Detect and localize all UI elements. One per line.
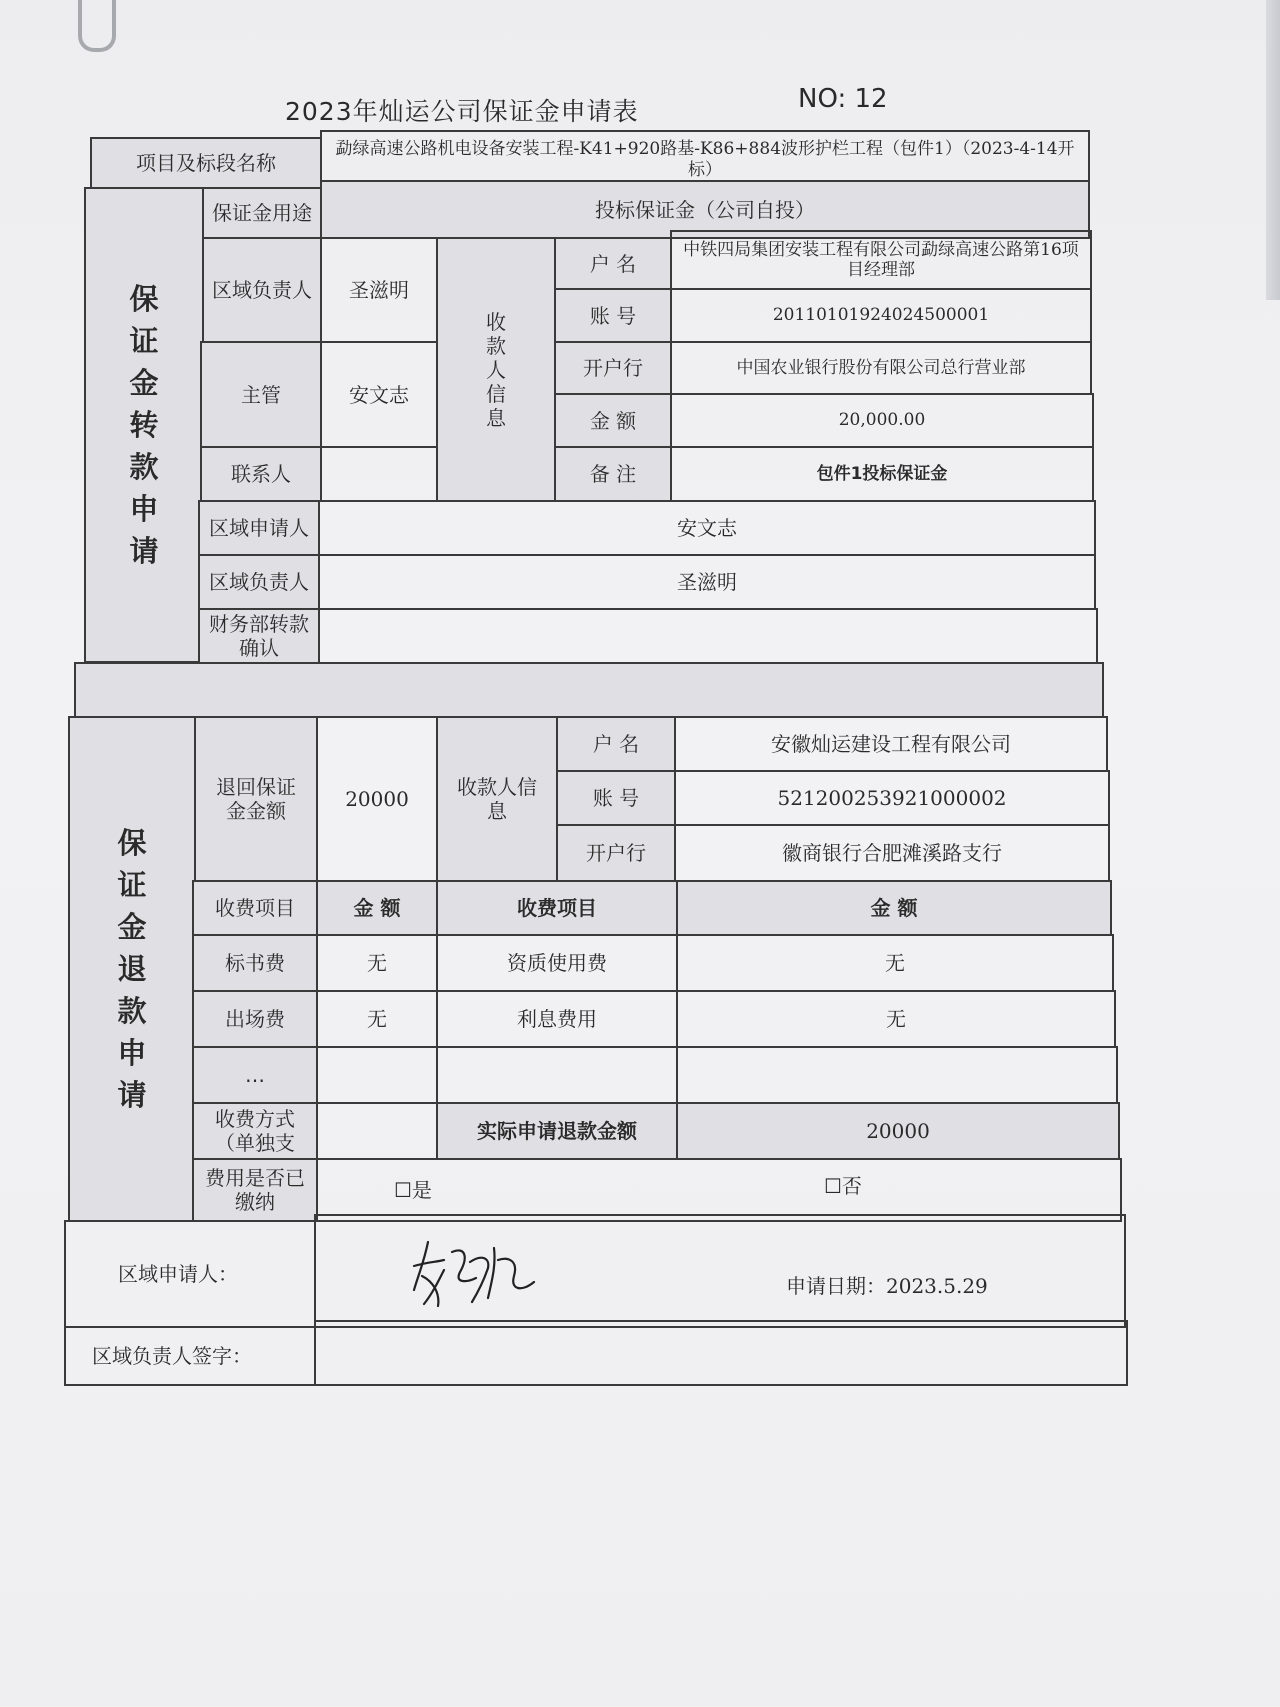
handwritten-signature	[410, 1232, 550, 1312]
transfer-account-no-label: 账 号	[554, 288, 672, 343]
apply-date: 申请日期：2023.5.29	[786, 1274, 988, 1298]
head-sign-area	[314, 1320, 1128, 1386]
fee-row-item2	[436, 1046, 678, 1104]
form-title: 2023年灿运公司保证金申请表	[285, 97, 639, 126]
region-applicant-label: 区域申请人	[198, 500, 320, 556]
fee-row-amount2: 无	[676, 934, 1114, 992]
section-divider	[74, 662, 1104, 718]
region-head2-label: 区域负责人	[198, 554, 320, 610]
transfer-amount-label: 金 额	[554, 393, 672, 448]
finance-confirm-value	[318, 608, 1098, 664]
refund-account-no-label: 账 号	[556, 770, 676, 826]
refund-payee-label: 收款人信息	[436, 716, 558, 882]
transfer-payee-label: 收款人信息	[436, 237, 556, 502]
return-amount-label: 退回保证金金额	[194, 716, 318, 882]
contact-label: 联系人	[200, 446, 322, 502]
refund-bank-label: 开户行	[556, 824, 676, 882]
transfer-account-name-label: 户 名	[554, 237, 672, 290]
purpose-value: 投标保证金（公司自投）	[320, 180, 1090, 239]
fee-row-amount: 无	[316, 990, 438, 1048]
fee-row-item: 出场费	[192, 990, 318, 1048]
sheet-edge	[1266, 0, 1280, 300]
fee-amount-header: 金 额	[316, 880, 438, 936]
form-number: NO: 12	[798, 84, 888, 114]
fee-paid-no[interactable]: ☐否	[824, 1174, 862, 1198]
fee-row-item2: 资质使用费	[436, 934, 678, 992]
transfer-remark-value: 包件1投标保证金	[670, 446, 1094, 502]
fee-paid-label: 费用是否已缴纳	[192, 1158, 318, 1222]
fee-paid-yes[interactable]: ☐是	[394, 1178, 432, 1202]
fee-amount2-header: 金 额	[676, 880, 1112, 936]
transfer-remark-label: 备 注	[554, 446, 672, 502]
supervisor-label: 主管	[200, 341, 322, 448]
fee-row-item: …	[192, 1046, 318, 1104]
return-amount-value: 20000	[316, 716, 438, 882]
transfer-section-label: 保证金转款申请	[84, 187, 204, 663]
transfer-amount-value: 20,000.00	[670, 393, 1094, 448]
refund-account-name-label: 户 名	[556, 716, 676, 772]
head-sign-label: 区域负责人签字：	[64, 1326, 316, 1386]
refund-bank-value: 徽商银行合肥滩溪路支行	[674, 824, 1110, 882]
fee-row-amount	[316, 1046, 438, 1104]
paper-clip	[78, 0, 116, 52]
fee-row-item2: 利息费用	[436, 990, 678, 1048]
region-head2-value: 圣滋明	[318, 554, 1096, 610]
refund-account-name-value: 安徽灿运建设工程有限公司	[674, 716, 1108, 772]
region-applicant-value: 安文志	[318, 500, 1096, 556]
fee-method-value	[316, 1102, 438, 1160]
project-value: 勐绿高速公路机电设备安装工程-K41+920路基-K86+884波形护栏工程（包件1）（2023-4-14开标）	[320, 130, 1090, 189]
purpose-label: 保证金用途	[202, 187, 322, 239]
transfer-account-no-value: 20110101924024500001	[670, 288, 1092, 343]
transfer-bank-value: 中国农业银行股份有限公司总行营业部	[670, 341, 1092, 395]
actual-refund-value: 20000	[676, 1102, 1120, 1160]
fee-paid-options	[316, 1158, 1122, 1222]
fee-item2-header: 收费项目	[436, 880, 678, 936]
fee-row-amount: 无	[316, 934, 438, 992]
region-head-label: 区域负责人	[202, 237, 322, 343]
fee-item-header: 收费项目	[192, 880, 318, 936]
supervisor-value: 安文志	[320, 341, 438, 448]
transfer-bank-label: 开户行	[554, 341, 672, 395]
refund-section-label: 保证金退款申请	[68, 716, 196, 1222]
actual-refund-label: 实际申请退款金额	[436, 1102, 678, 1160]
fee-row-amount2	[676, 1046, 1118, 1104]
project-label: 项目及标段名称	[90, 137, 322, 189]
region-head-value: 圣滋明	[320, 237, 438, 343]
fee-method-label: 收费方式（单独支	[192, 1102, 318, 1160]
fee-row-item: 标书费	[192, 934, 318, 992]
finance-confirm-label: 财务部转款确认	[198, 608, 320, 664]
transfer-account-name-value: 中铁四局集团安装工程有限公司勐绿高速公路第16项目经理部	[670, 230, 1092, 290]
applicant-sign-label: 区域申请人：	[64, 1220, 316, 1328]
refund-account-no-value: 521200253921000002	[674, 770, 1110, 826]
contact-value	[320, 446, 438, 502]
fee-row-amount2: 无	[676, 990, 1116, 1048]
